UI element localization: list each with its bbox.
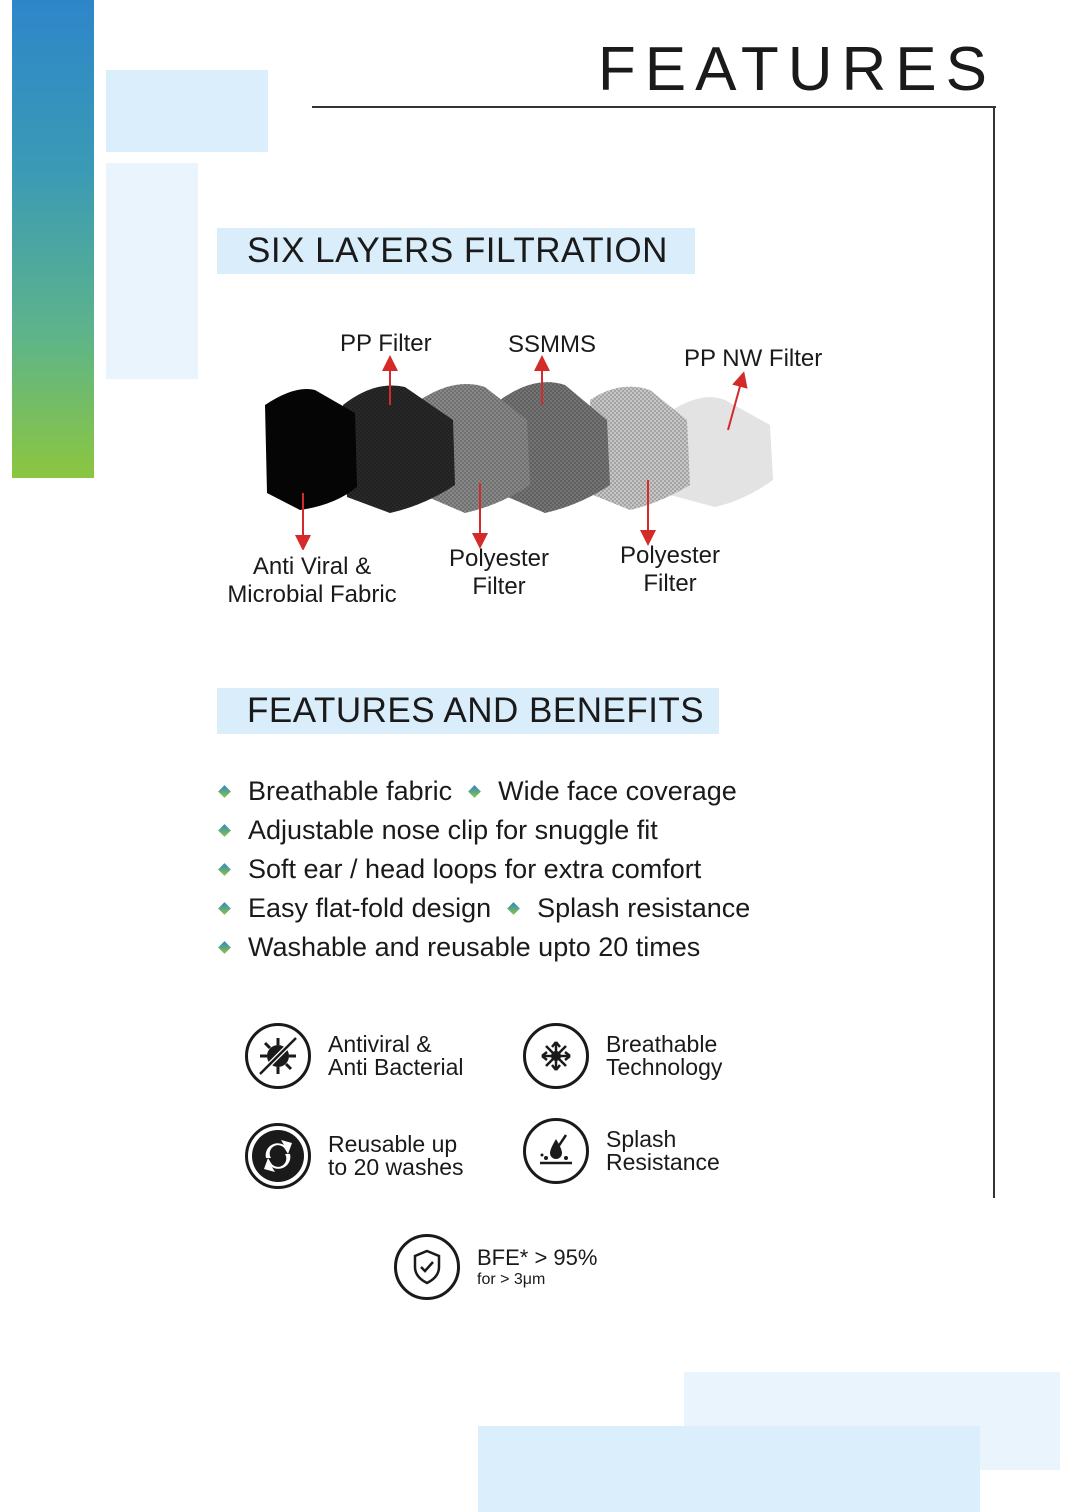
feature-text — [606, 1033, 722, 1079]
benefit-item: Wide face coverage — [498, 776, 737, 806]
title-rule — [312, 106, 996, 108]
label-line: Anti Viral & — [252, 553, 372, 580]
diamond-bullet-icon — [218, 902, 231, 915]
reusable-icon — [245, 1123, 311, 1189]
label-pp-nw-filter: PP NW Filter — [684, 345, 823, 372]
splash-icon — [523, 1118, 589, 1184]
benefit-row — [218, 850, 750, 889]
feature-bfe — [394, 1234, 597, 1300]
feature-reusable — [245, 1123, 464, 1189]
decor-block — [478, 1426, 980, 1512]
feature-breathable — [523, 1023, 722, 1089]
mask-layers-diagram — [255, 355, 795, 550]
benefit-item: Washable and reusable upto 20 times — [248, 932, 701, 962]
label-line: Microbial Fabric — [227, 580, 397, 608]
label-polyester-2 — [615, 542, 725, 597]
diamond-bullet-icon — [218, 785, 231, 798]
feature-line: Anti Bacterial — [328, 1054, 464, 1080]
benefit-row — [218, 928, 750, 967]
section-heading-text: FEATURES AND BENEFITS — [247, 691, 705, 730]
section-heading-filtration — [217, 228, 695, 274]
section-heading-text: SIX LAYERS FILTRATION — [247, 231, 668, 270]
label-pp-filter: PP Filter — [340, 330, 432, 357]
benefit-row — [218, 811, 750, 850]
gradient-side-bar — [12, 0, 94, 478]
benefit-row — [218, 889, 750, 928]
label-line: Polyester — [448, 545, 550, 572]
feature-line: Antiviral & — [328, 1031, 432, 1057]
feature-text — [328, 1033, 464, 1079]
decor-block — [106, 163, 198, 379]
feature-line: Resistance — [606, 1149, 720, 1175]
section-heading-benefits — [217, 688, 719, 734]
page-title: FEATURES — [597, 35, 996, 104]
feature-line: Reusable up — [328, 1131, 458, 1157]
bfe-value: BFE* > 95% — [477, 1244, 598, 1270]
label-polyester-1 — [444, 545, 554, 600]
antiviral-icon — [245, 1023, 311, 1089]
label-ssmms: SSMMS — [508, 331, 597, 358]
bfe-note: for > 3μm — [477, 1270, 546, 1288]
benefit-item: Soft ear / head loops for extra comfort — [248, 854, 702, 884]
feature-antiviral — [245, 1023, 464, 1089]
feature-text — [606, 1128, 720, 1174]
decor-block — [106, 70, 268, 152]
feature-line: Technology — [606, 1054, 723, 1080]
diamond-bullet-icon — [507, 902, 520, 915]
diamond-bullet-icon — [218, 941, 231, 954]
benefit-row — [218, 772, 750, 811]
diamond-bullet-icon — [218, 824, 231, 837]
feature-line: Splash — [606, 1126, 677, 1152]
benefits-list — [218, 772, 750, 967]
benefit-item: Easy flat-fold design — [248, 893, 492, 923]
benefit-item: Breathable fabric — [248, 776, 453, 806]
mask-layer-1 — [265, 389, 357, 510]
shield-check-icon — [394, 1234, 460, 1300]
label-line: Filter — [643, 569, 697, 597]
benefit-item: Adjustable nose clip for snuggle fit — [248, 815, 658, 845]
diamond-bullet-icon — [218, 863, 231, 876]
bfe-text — [477, 1244, 598, 1288]
breathable-icon — [523, 1023, 589, 1089]
feature-text — [328, 1133, 464, 1179]
feature-splash — [523, 1118, 720, 1184]
side-rule — [993, 106, 995, 1198]
label-line: Filter — [472, 572, 526, 600]
feature-line: to 20 washes — [328, 1154, 464, 1180]
label-line: Polyester — [619, 542, 721, 569]
benefit-item: Splash resistance — [537, 893, 751, 923]
label-anti-viral — [222, 553, 402, 608]
diamond-bullet-icon — [468, 785, 481, 798]
feature-line: Breathable — [606, 1031, 718, 1057]
